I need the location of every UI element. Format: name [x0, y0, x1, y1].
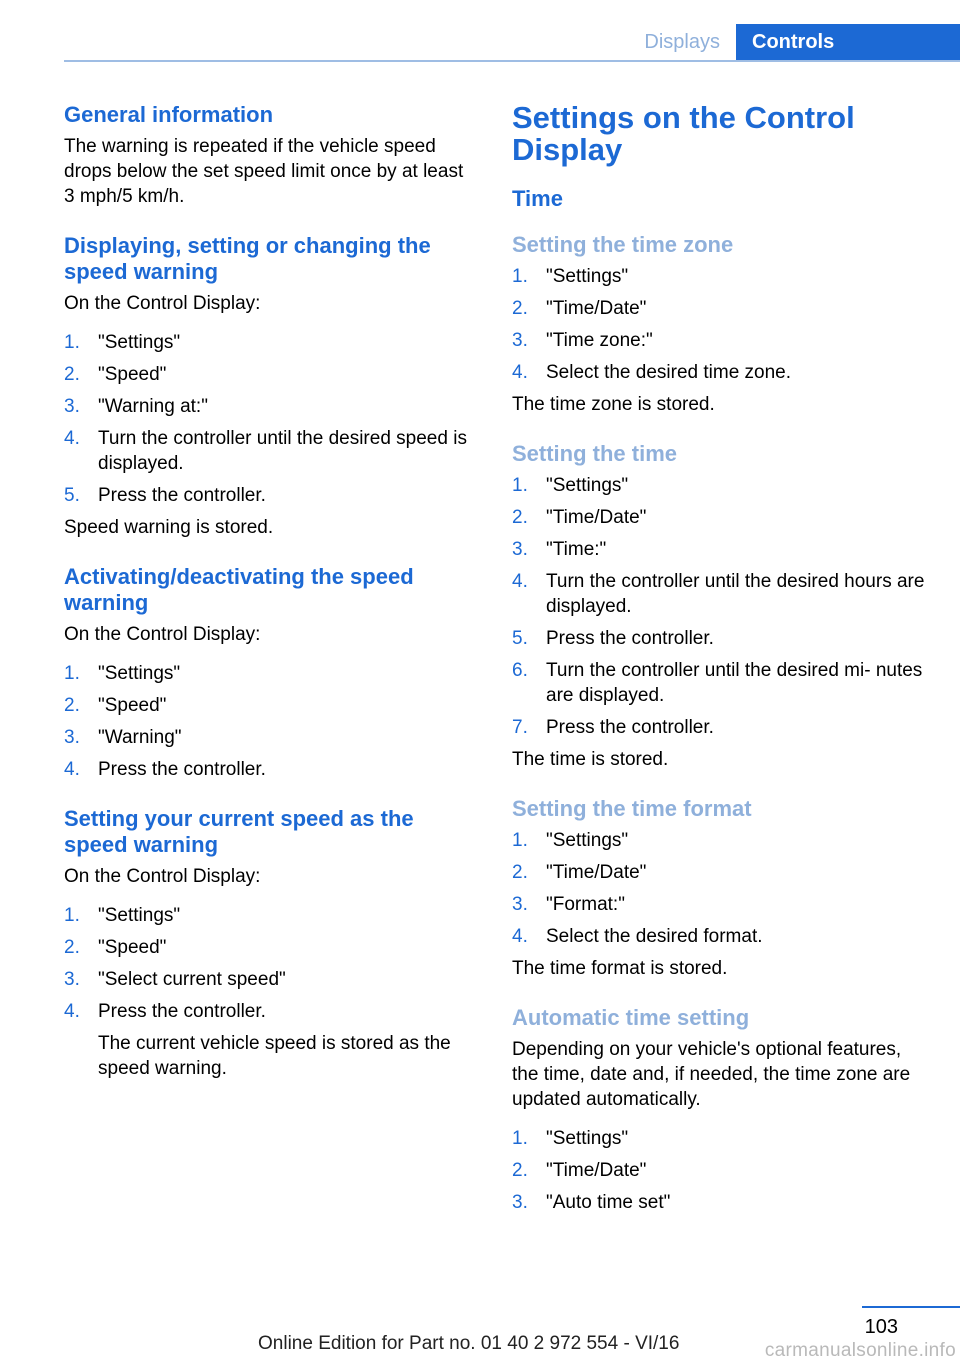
step-text: Turn the controller until the desired mi‐ nutes are displayed.	[546, 660, 923, 706]
list-item	[64, 693, 476, 718]
current-speed-steps	[64, 903, 476, 1081]
step-number: 7.	[512, 717, 528, 738]
step-number: 3.	[64, 727, 80, 748]
step-number: 4.	[512, 926, 528, 947]
step-number: 2.	[512, 1160, 528, 1181]
edition-footer: Online Edition for Part no. 01 40 2 972 554 - VI/16	[258, 1333, 680, 1354]
footer-rule	[862, 1306, 960, 1308]
display-setting-steps	[64, 330, 476, 508]
step-number: 2.	[64, 695, 80, 716]
display-setting-section	[64, 233, 476, 540]
main-title: Settings on the Control Display	[512, 100, 855, 167]
list-item	[64, 967, 476, 992]
list-item	[64, 757, 476, 782]
step-text: Press the controller.	[98, 485, 266, 506]
list-item	[512, 658, 930, 708]
step-number: 1.	[64, 905, 80, 926]
step-text: "Settings"	[546, 830, 629, 851]
time-zone-outro: The time zone is stored.	[512, 394, 715, 415]
header-rule	[64, 60, 960, 62]
step-text: "Settings"	[98, 332, 181, 353]
step-text: Press the controller.	[546, 717, 714, 738]
list-item	[512, 924, 930, 949]
list-item	[64, 999, 476, 1081]
step-number: 2.	[512, 862, 528, 883]
step-number: 3.	[512, 330, 528, 351]
step-number: 4.	[512, 571, 528, 592]
time-zone-steps	[512, 264, 930, 385]
step-note: The current vehicle speed is stored as the speed warning.	[98, 1033, 451, 1079]
time-zone-section	[512, 232, 930, 417]
list-item	[64, 483, 476, 508]
chapter-label: Controls	[736, 24, 960, 61]
step-number: 1.	[512, 475, 528, 496]
step-number: 3.	[512, 894, 528, 915]
step-number: 3.	[64, 969, 80, 990]
step-number: 4.	[512, 362, 528, 383]
step-text: "Auto time set"	[546, 1192, 671, 1213]
step-text: "Time/Date"	[546, 1160, 647, 1181]
time-format-steps	[512, 828, 930, 949]
list-item	[64, 935, 476, 960]
activating-section	[64, 564, 476, 782]
activating-steps	[64, 661, 476, 782]
time-format-heading: Setting the time format	[512, 796, 752, 821]
time-steps	[512, 473, 930, 740]
time-format-section	[512, 796, 930, 981]
step-text: "Settings"	[546, 266, 629, 287]
step-text: "Settings"	[98, 905, 181, 926]
page-number: 103	[864, 1316, 898, 1338]
step-number: 6.	[512, 660, 528, 681]
step-number: 2.	[64, 364, 80, 385]
step-text: "Warning at:"	[98, 396, 208, 417]
list-item	[512, 828, 930, 853]
step-text: "Speed"	[98, 937, 167, 958]
step-number: 3.	[64, 396, 80, 417]
list-item	[512, 360, 930, 385]
auto-time-heading: Automatic time setting	[512, 1005, 750, 1030]
list-item	[512, 505, 930, 530]
step-text: "Warning"	[98, 727, 182, 748]
list-item	[512, 264, 930, 289]
display-setting-heading: Displaying, setting or changing the speed warning	[64, 233, 431, 284]
step-number: 2.	[64, 937, 80, 958]
general-information-section	[64, 102, 476, 209]
list-item	[512, 715, 930, 740]
step-text: "Time/Date"	[546, 862, 647, 883]
general-information-text: The warning is repeated if the vehicle speed drops below the set speed limit once by at least 3 mph/5 km/h.	[64, 136, 464, 207]
step-number: 2.	[512, 298, 528, 319]
list-item	[512, 1126, 930, 1151]
step-text: "Speed"	[98, 364, 167, 385]
list-item	[64, 394, 476, 419]
step-number: 2.	[512, 507, 528, 528]
watermark: carmanualsonline.info	[764, 1340, 956, 1361]
step-text: Turn the controller until the desired hours are displayed.	[546, 571, 925, 617]
step-text: "Settings"	[546, 1128, 629, 1149]
list-item	[512, 860, 930, 885]
step-text: "Select current speed"	[98, 969, 286, 990]
list-item	[512, 569, 930, 619]
step-number: 1.	[64, 663, 80, 684]
step-number: 4.	[64, 1001, 80, 1022]
list-item	[64, 330, 476, 355]
step-number: 3.	[512, 1192, 528, 1213]
section-label: Displays	[644, 31, 720, 53]
step-text: Press the controller.	[98, 1001, 266, 1022]
auto-time-section	[512, 1005, 930, 1215]
list-item	[512, 626, 930, 651]
general-information-heading: General information	[64, 102, 274, 127]
time-zone-heading: Setting the time zone	[512, 232, 734, 257]
step-number: 4.	[64, 759, 80, 780]
current-speed-section	[64, 806, 476, 1081]
auto-time-steps	[512, 1126, 930, 1215]
step-text: "Speed"	[98, 695, 167, 716]
list-item	[64, 725, 476, 750]
list-item	[512, 892, 930, 917]
step-text: "Time:"	[546, 539, 607, 560]
step-number: 5.	[512, 628, 528, 649]
step-number: 5.	[64, 485, 80, 506]
list-item	[64, 362, 476, 387]
activating-intro: On the Control Display:	[64, 624, 261, 645]
right-column	[512, 102, 930, 1239]
step-text: Select the desired format.	[546, 926, 763, 947]
time-heading: Time	[512, 186, 563, 211]
left-column	[64, 102, 476, 1105]
time-format-outro: The time format is stored.	[512, 958, 728, 979]
time-outro: The time is stored.	[512, 749, 669, 770]
list-item	[512, 328, 930, 353]
auto-time-text: Depending on your vehicle's optional features, the time, date and, if needed, the time zone are updated automatically.	[512, 1039, 911, 1110]
activating-heading: Activating/deactivating the speed warning	[64, 564, 414, 615]
current-speed-heading: Setting your current speed as the speed warning	[64, 806, 414, 857]
step-text-with-note	[98, 999, 476, 1081]
step-text: Press the controller.	[546, 628, 714, 649]
time-setting-heading: Setting the time	[512, 441, 678, 466]
current-speed-intro: On the Control Display:	[64, 866, 261, 887]
step-number: 4.	[64, 428, 80, 449]
list-item	[64, 661, 476, 686]
step-text: "Format:"	[546, 894, 625, 915]
header-tabs	[620, 24, 960, 61]
list-item	[512, 1158, 930, 1183]
display-setting-outro: Speed warning is stored.	[64, 517, 274, 538]
step-number: 1.	[512, 266, 528, 287]
time-section	[512, 441, 930, 772]
step-text: "Time zone:"	[546, 330, 653, 351]
step-text: Select the desired time zone.	[546, 362, 792, 383]
list-item	[64, 426, 476, 476]
step-text: "Settings"	[98, 663, 181, 684]
display-setting-intro: On the Control Display:	[64, 293, 261, 314]
step-text: "Settings"	[546, 475, 629, 496]
list-item	[64, 903, 476, 928]
list-item	[512, 296, 930, 321]
step-number: 1.	[512, 830, 528, 851]
step-number: 1.	[512, 1128, 528, 1149]
list-item	[512, 473, 930, 498]
step-text: Press the controller.	[98, 759, 266, 780]
list-item	[512, 537, 930, 562]
step-text: "Time/Date"	[546, 298, 647, 319]
list-item	[512, 1190, 930, 1215]
step-text: "Time/Date"	[546, 507, 647, 528]
step-text: Turn the controller until the desired speed is displayed.	[98, 428, 467, 474]
step-number: 1.	[64, 332, 80, 353]
step-number: 3.	[512, 539, 528, 560]
